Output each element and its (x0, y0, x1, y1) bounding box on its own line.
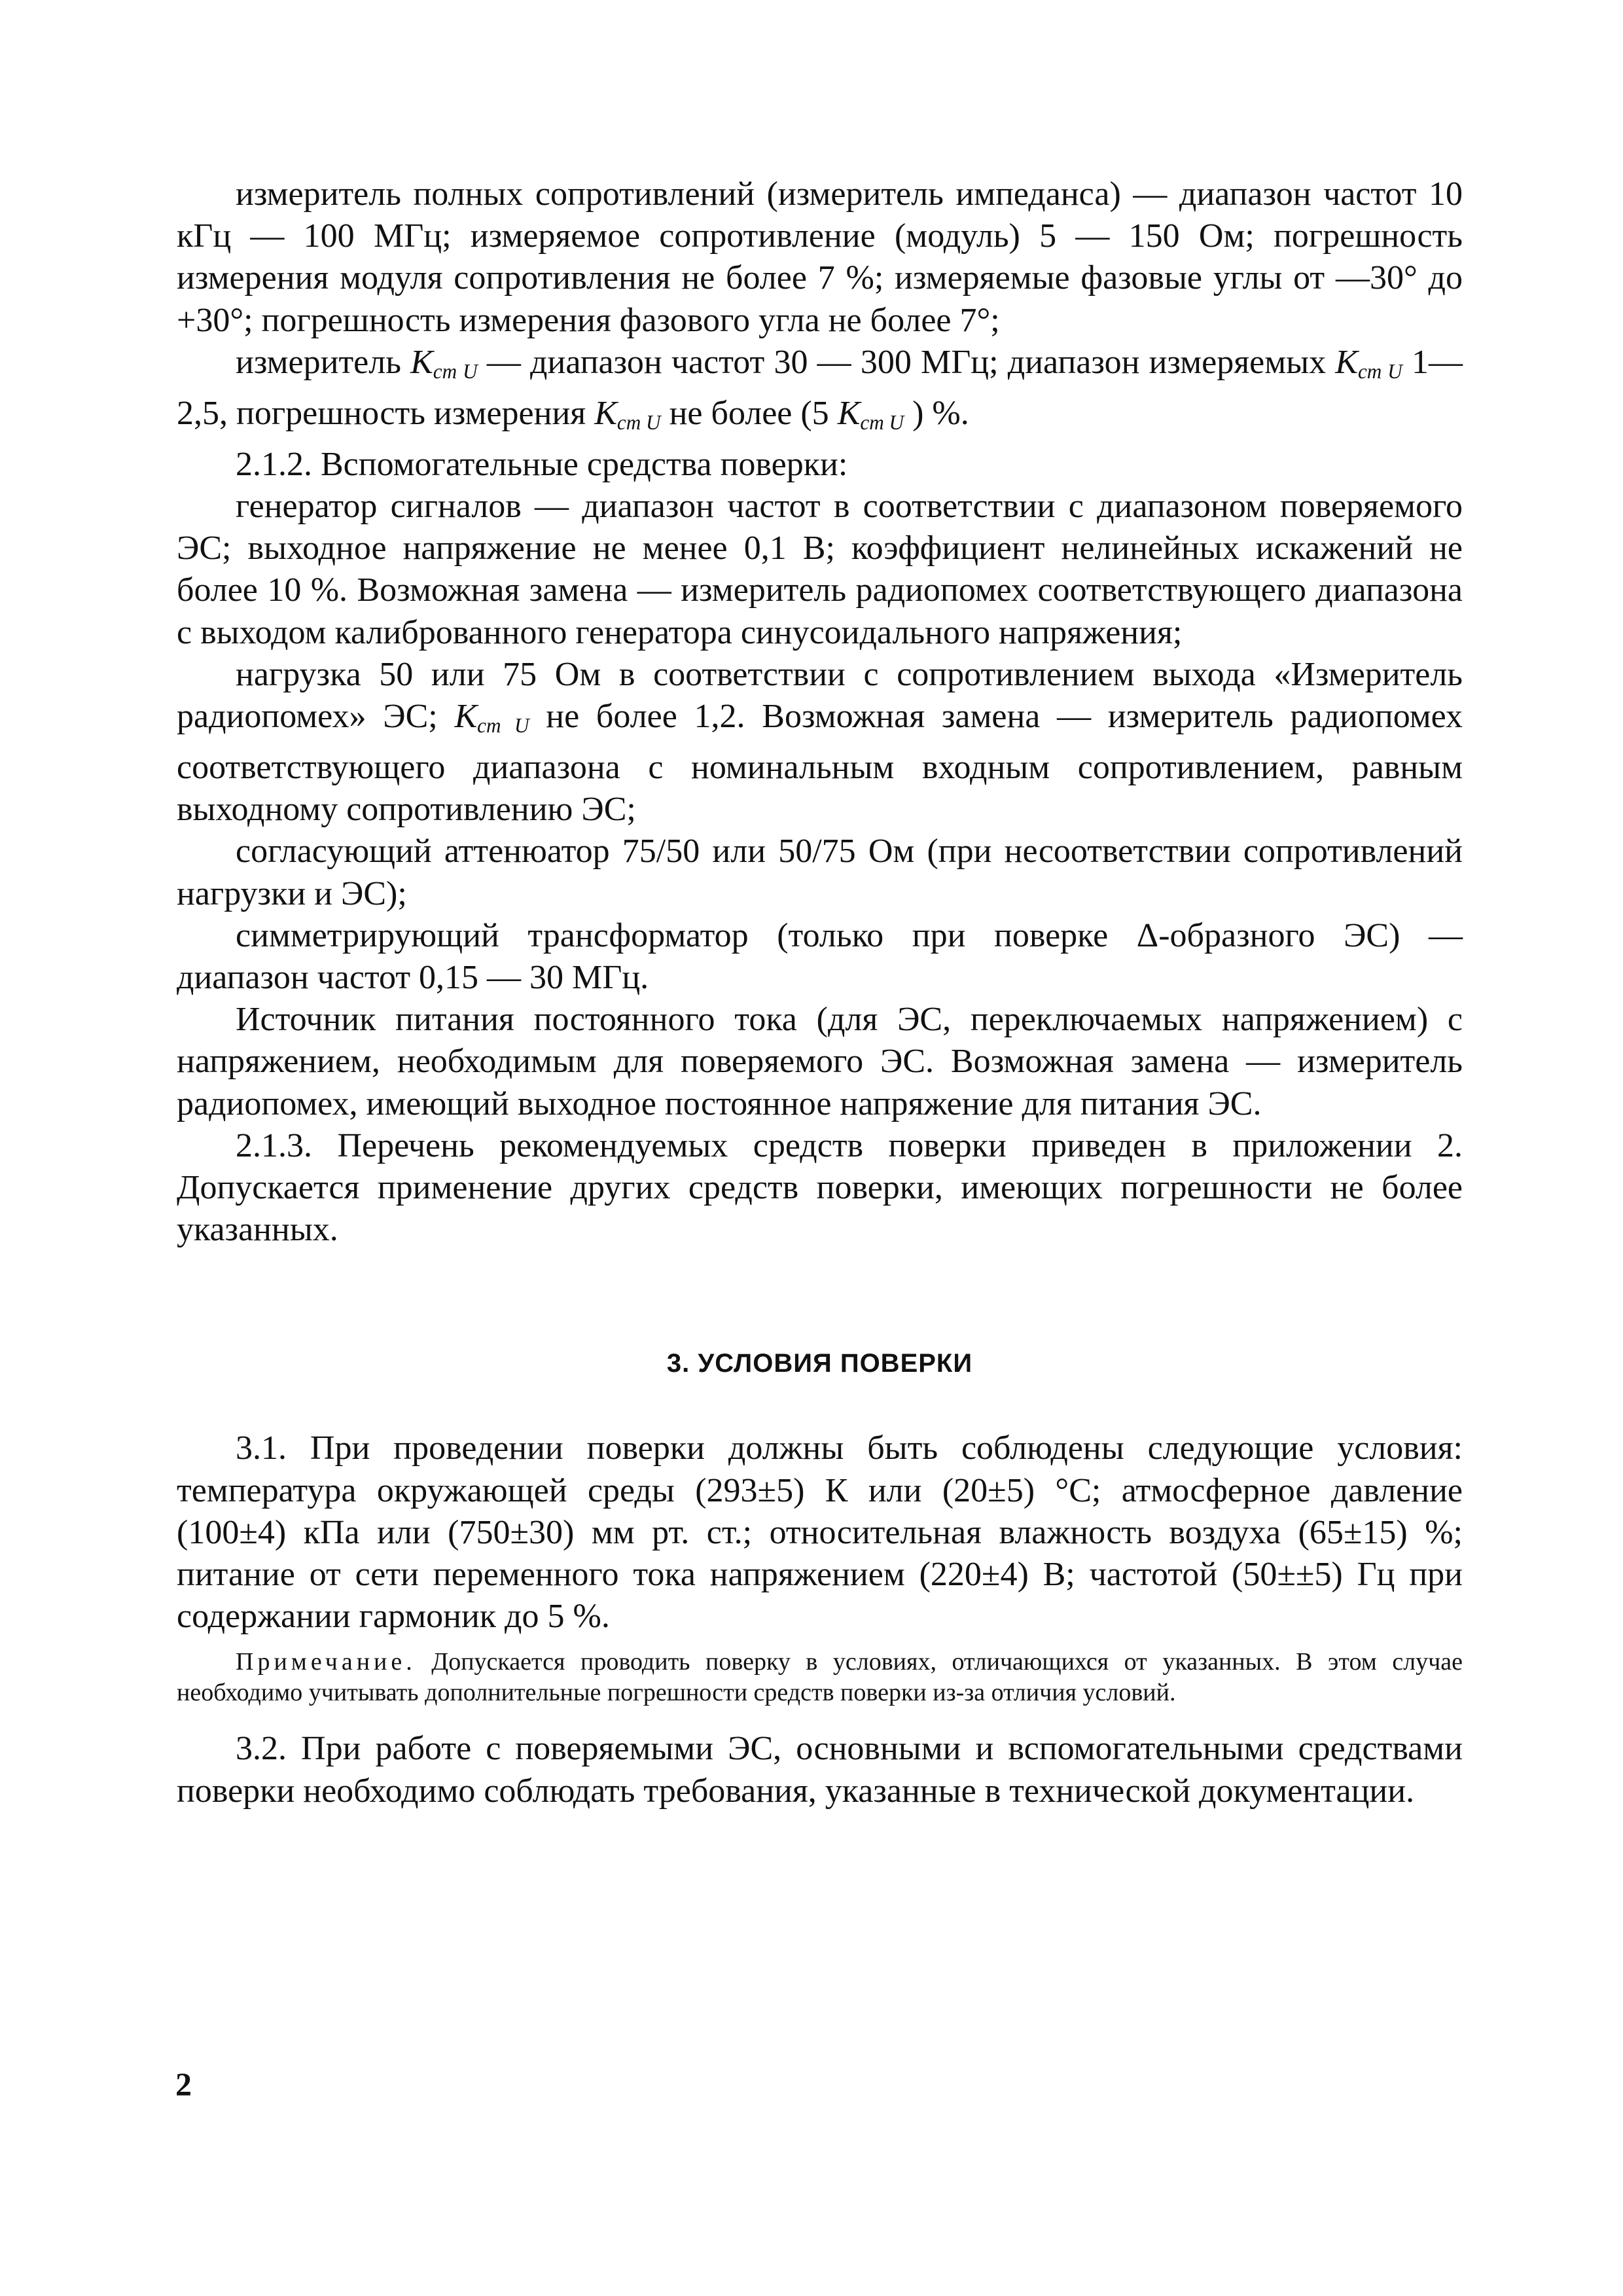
note-spacer (177, 1638, 1463, 1647)
paragraph-attenuator: согласующий аттенюатор 75/50 или 50/75 Ом (при несоответствии сопротивлений нагрузки и ЭС); (177, 833, 1463, 912)
note-paragraph (177, 1647, 1463, 1708)
load-vswr-symbol: K (454, 698, 478, 736)
vswr-text-c: 1—2,5, погрешность измерения (177, 343, 1463, 432)
heading-spacer (177, 1378, 1463, 1427)
paragraph-signal-generator: генератор сигналов — диапазон частот в соответствии с диапазоном поверяемого ЭС; выходное напряжение не менее 0,1 В; коэффициент нелинейных искажений не более 10 %. Возможная замена — измеритель радиопомех соответствующего диапазона с выходом калиброванного генератора синусоидального напряжения; (177, 488, 1463, 651)
vswr-symbol-2: K (1335, 343, 1358, 381)
paragraph-impedance-meter: измеритель полных сопротивлений (измеритель импеданса) — диапазон частот 10 кГц — 100 МГц; измеряемое сопротивление (модуль) 5 — 150 Ом; погрешность измерения модуля сопротивления не более 7 %; измеряемые фазовые углы от —30° до +30°; погрешность измерения фазового угла не более 7°; (177, 175, 1463, 339)
vswr-symbol-3: K (594, 394, 617, 432)
section-spacer (177, 1251, 1463, 1349)
vswr-symbol-2-sub: ст U (1357, 359, 1402, 383)
vswr-symbol-1-sub: ст U (433, 359, 478, 383)
paragraph-recommended-tools: 2.1.3. Перечень рекомендуемых средств поверки приведен в приложении 2. Допускается применение других средств поверки, имеющих погрешности не более указанных. (177, 1126, 1463, 1249)
paragraph-load (177, 654, 1463, 831)
paragraph-power-source: Источник питания постоянного тока (для ЭС, переключаемых напряжением) с напряжением, необходимым для поверяемого ЭС. Возможная замена — измеритель радиопомех, имеющий выходное постоянное напряжение для питания ЭС. (177, 1001, 1463, 1122)
document-page (177, 173, 1463, 1812)
vswr-text-a: измеритель (236, 343, 411, 381)
vswr-text-e: ) %. (904, 394, 969, 432)
paragraph-vswr-meter (177, 342, 1463, 444)
vswr-text-b: — диапазон частот 30 — 300 МГц; диапазон измеряемых (477, 343, 1336, 381)
paragraph-aux-tools-heading: 2.1.2. Вспомогательные средства поверки: (236, 445, 848, 483)
note-after-spacer (177, 1708, 1463, 1728)
paragraph-3-1: 3.1. При проведении поверки должны быть соблюдены следующие условия: температура окружающей среды (293±5) К или (20±5) °С; атмосферное давление (100±4) кПа или (750±30) мм рт. ст.; относительная влажность воздуха (65±15) %; питание от сети переменного тока напряжением (220±4) В; частотой (50±±5) Гц при содержании гармоник до 5 %. (177, 1429, 1463, 1636)
vswr-symbol-1: K (410, 343, 433, 381)
note-text: Допускается проводить поверку в условиях, отличающихся от указанных. В этом случае необходимо учитывать дополнительные погрешности средств поверки из-за отличия условий. (177, 1648, 1463, 1707)
vswr-symbol-4: K (837, 394, 861, 432)
load-vswr-symbol-sub: ст U (477, 713, 529, 737)
vswr-symbol-4-sub: ст U (860, 410, 904, 434)
page-number: 2 (175, 2066, 192, 2102)
vswr-symbol-3-sub: ст U (616, 410, 661, 434)
load-text-b: не более 1,2. Возможная замена — измеритель радиопомех соответствующего диапазона с номинальным входным сопротивлением, равным выходному сопротивлению ЭС; (177, 698, 1463, 829)
section-3-heading: 3. УСЛОВИЯ ПОВЕРКИ (666, 1349, 973, 1378)
load-text-a: нагрузка 50 или 75 Ом в соответствии с сопротивлением выхода «Измеритель радиопомех» ЭС; (177, 655, 1463, 736)
note-label: Примечание. (236, 1648, 416, 1676)
paragraph-transformer: симметрирующий трансформатор (только при поверке Δ-образного ЭС) — диапазон частот 0,15 — 30 МГц. (177, 916, 1463, 997)
paragraph-3-2: 3.2. При работе с поверяемыми ЭС, основными и вспомогательными средствами поверки необходимо соблюдать требования, указанные в технической документации. (177, 1730, 1463, 1810)
vswr-text-d: не более (5 (660, 394, 838, 432)
